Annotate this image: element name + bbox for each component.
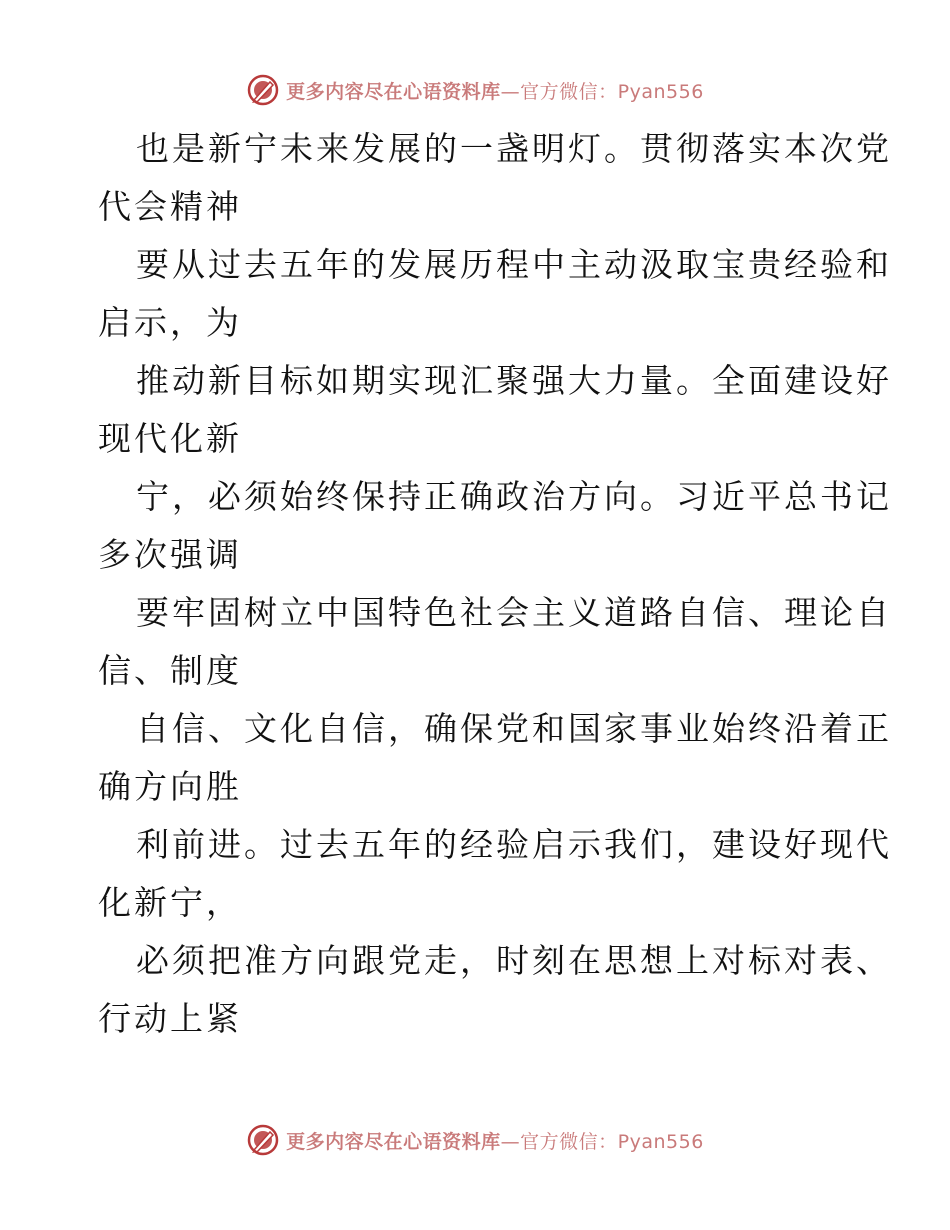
body-line: 行动上紧 [98, 999, 242, 1038]
footer-dash: — [500, 1130, 521, 1153]
body-line: 也是新宁未来发展的一盏明灯。贯彻落实本次党 [136, 129, 892, 168]
header-banner [0, 70, 950, 110]
header-wechat: 官方微信：Pyan556 [520, 80, 704, 103]
document-body [98, 120, 892, 1048]
pen-logo-icon [246, 73, 280, 107]
body-line: 要从过去五年的发展历程中主动汲取宝贵经验和 [136, 245, 892, 284]
footer-brand: 更多内容尽在心语资料库 [286, 1130, 501, 1153]
body-line: 确方向胜 [98, 767, 242, 806]
body-line: 启示，为 [98, 303, 242, 342]
body-line: 推动新目标如期实现汇聚强大力量。全面建设好 [136, 361, 892, 400]
header-banner-text [286, 77, 704, 104]
body-line: 自信、文化自信，确保党和国家事业始终沿着正 [136, 709, 892, 748]
footer-banner [0, 1120, 950, 1160]
header-dash: — [500, 80, 521, 103]
body-line: 宁，必须始终保持正确政治方向。习近平总书记 [136, 477, 892, 516]
body-line: 利前进。过去五年的经验启示我们，建设好现代 [136, 825, 892, 864]
body-line: 化新宁， [98, 883, 242, 922]
footer-wechat: 官方微信：Pyan556 [520, 1130, 704, 1153]
pen-logo-icon [246, 1123, 280, 1157]
body-line: 信、制度 [98, 651, 242, 690]
body-line: 代会精神 [98, 187, 242, 226]
body-line: 现代化新 [98, 419, 242, 458]
body-line: 多次强调 [98, 535, 242, 574]
footer-banner-text [286, 1127, 704, 1154]
header-brand: 更多内容尽在心语资料库 [286, 80, 501, 103]
body-line: 必须把准方向跟党走，时刻在思想上对标对表、 [136, 941, 892, 980]
body-line: 要牢固树立中国特色社会主义道路自信、理论自 [136, 593, 892, 632]
